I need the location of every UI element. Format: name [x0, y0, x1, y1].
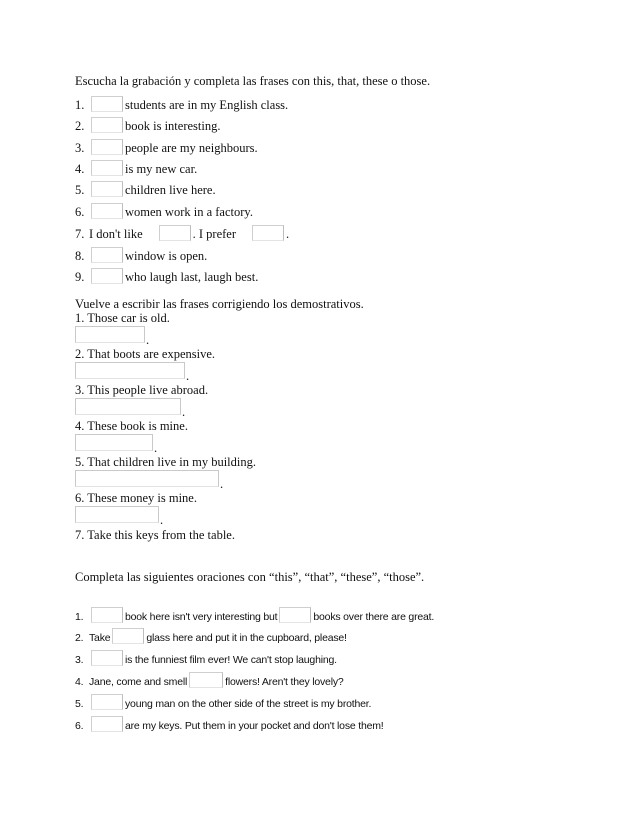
- item-text: window is open.: [125, 249, 208, 263]
- answer-blank[interactable]: [91, 716, 123, 732]
- s1-item-2: [75, 117, 220, 133]
- s3-item-1: [75, 607, 434, 624]
- answer-blank[interactable]: [91, 117, 123, 133]
- answer-blank[interactable]: [91, 181, 123, 197]
- item-text: is my new car.: [125, 162, 198, 176]
- item-number: 5.: [75, 698, 84, 710]
- item-number: 7.: [75, 227, 85, 241]
- item-text-end: .: [286, 227, 290, 241]
- item-text-before: Take: [89, 632, 111, 644]
- s3-item-6: [75, 716, 384, 733]
- item-number: 2.: [75, 119, 85, 133]
- item-text: glass here and put it in the cupboard, please!: [146, 632, 347, 644]
- item-text: students are in my English class.: [125, 98, 289, 112]
- item-number: 4.: [75, 162, 85, 176]
- item-text: book here isn't very interesting but: [125, 611, 278, 623]
- answer-blank[interactable]: [91, 650, 123, 666]
- answer-blank[interactable]: [91, 139, 123, 155]
- s1-item-7: [75, 225, 289, 241]
- answer-blank[interactable]: [91, 96, 123, 112]
- s1-item-5: [75, 181, 216, 197]
- period: .: [186, 369, 190, 383]
- item-text: young man on the other side of the street is my brother.: [125, 698, 372, 710]
- section3-instruction: Completa las siguientes oraciones con “this”, “that”, “these”, “those”.: [75, 570, 425, 584]
- s1-item-8: [75, 247, 207, 263]
- answer-blank[interactable]: [279, 607, 311, 623]
- answer-blank[interactable]: [91, 268, 123, 284]
- item-number: 5.: [75, 183, 85, 197]
- period: .: [154, 441, 158, 455]
- section1-instruction: Escucha la grabación y completa las frases con this, that, these o those.: [75, 74, 431, 88]
- s2-sentence-3: 3. This people live abroad.: [75, 383, 209, 397]
- answer-blank[interactable]: [159, 225, 191, 241]
- answer-blank[interactable]: [91, 607, 123, 623]
- s3-item-2: [75, 628, 347, 645]
- item-text: flowers! Aren't they lovely?: [225, 676, 344, 688]
- rewrite-field[interactable]: [75, 362, 185, 379]
- answer-blank[interactable]: [189, 672, 223, 688]
- item-text: who laugh last, laugh best.: [125, 270, 259, 284]
- item-text-before: I don't like: [89, 227, 143, 241]
- item-number: 4.: [75, 676, 84, 688]
- s1-item-6: [75, 203, 253, 219]
- item-number: 6.: [75, 720, 84, 732]
- answer-blank[interactable]: [91, 203, 123, 219]
- s3-item-4: [75, 672, 344, 689]
- s1-item-3: [75, 139, 258, 155]
- item-number: 9.: [75, 270, 85, 284]
- s3-item-5: [75, 694, 371, 711]
- period: .: [220, 477, 224, 491]
- answer-blank[interactable]: [252, 225, 284, 241]
- item-text-middle: . I prefer: [192, 227, 237, 241]
- s3-item-3: [75, 650, 337, 667]
- item-text: people are my neighbours.: [125, 141, 258, 155]
- rewrite-field[interactable]: [75, 326, 145, 343]
- s2-sentence-7: 7. Take this keys from the table.: [75, 528, 235, 542]
- rewrite-field[interactable]: [75, 398, 181, 415]
- period: .: [182, 405, 186, 419]
- item-number: 3.: [75, 654, 84, 666]
- item-number: 6.: [75, 205, 85, 219]
- answer-blank[interactable]: [91, 247, 123, 263]
- s2-sentence-2: 2. That boots are expensive.: [75, 347, 216, 361]
- item-text: books over there are great.: [313, 611, 435, 623]
- rewrite-field[interactable]: [75, 434, 153, 451]
- period: .: [146, 333, 150, 347]
- period: .: [160, 513, 164, 527]
- answer-blank[interactable]: [112, 628, 144, 644]
- item-number: 3.: [75, 141, 85, 155]
- item-text-before: Jane, come and smell: [89, 676, 188, 688]
- item-text: book is interesting.: [125, 119, 221, 133]
- item-text: women work in a factory.: [125, 205, 253, 219]
- answer-blank[interactable]: [91, 694, 123, 710]
- s2-sentence-4: 4. These book is mine.: [75, 419, 188, 433]
- rewrite-field[interactable]: [75, 470, 219, 487]
- item-text: are my keys. Put them in your pocket and don't lose them!: [125, 720, 384, 732]
- answer-blank[interactable]: [91, 160, 123, 176]
- s2-sentence-1: 1. Those car is old.: [75, 311, 170, 325]
- s1-item-1: [75, 96, 288, 112]
- item-number: 8.: [75, 249, 85, 263]
- item-text: is the funniest film ever! We can't stop laughing.: [125, 654, 337, 666]
- rewrite-field[interactable]: [75, 506, 159, 523]
- s1-item-4: [75, 160, 197, 176]
- item-number: 1.: [75, 611, 84, 623]
- item-number: 2.: [75, 632, 84, 644]
- s2-sentence-6: 6. These money is mine.: [75, 491, 197, 505]
- item-number: 1.: [75, 98, 85, 112]
- section2-instruction: Vuelve a escribir las frases corrigiendo los demostrativos.: [75, 297, 364, 311]
- s2-sentence-5: 5. That children live in my building.: [75, 455, 256, 469]
- item-text: children live here.: [125, 183, 216, 197]
- s1-item-9: [75, 268, 258, 284]
